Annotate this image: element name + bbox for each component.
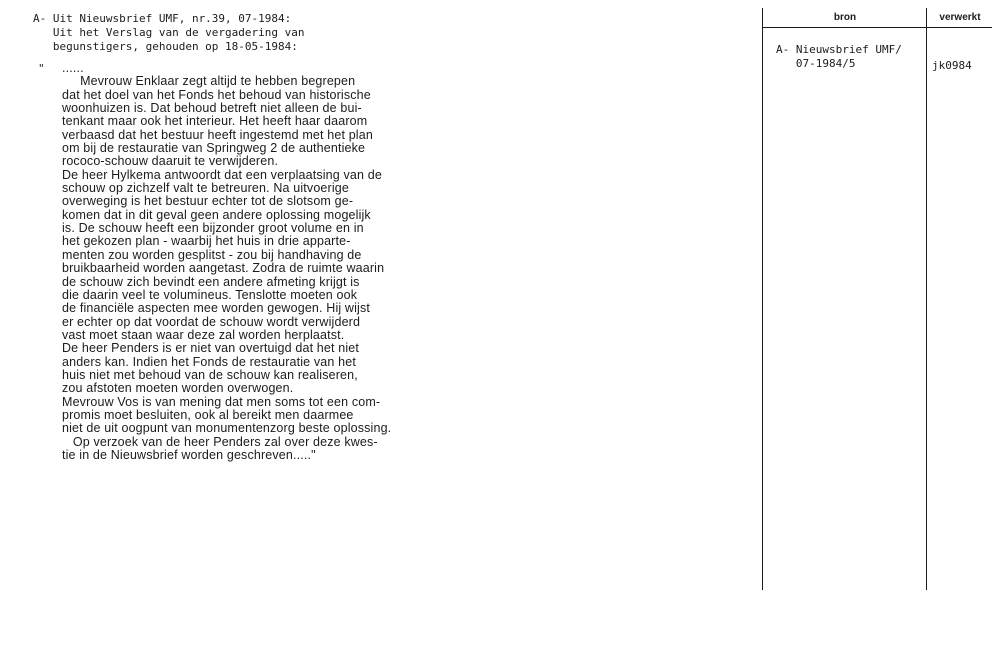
text-line: overweging is het bestuur echter tot de slotsom ge- bbox=[62, 194, 354, 209]
text-line: ...... bbox=[62, 61, 84, 75]
verwerkt-entry: jk0984 bbox=[932, 59, 972, 72]
text-line: schouw op zichzelf valt te betreuren. Na uitvoerige bbox=[62, 181, 349, 196]
text-line: promis moet besluiten, ook al bereikt men daarmee bbox=[62, 407, 354, 422]
text-line: rococo-schouw daaruit te verwijderen. bbox=[62, 154, 279, 169]
text-line: niet de uit oogpunt van monumentenzorg beste oplossing. bbox=[62, 421, 392, 436]
text-line: er echter op dat voordat de schouw wordt verwijderd bbox=[62, 314, 361, 329]
text-line: de schouw zich bevindt een andere afmeting krijgt is bbox=[62, 274, 360, 289]
text-line: Mevrouw Vos is van mening dat men soms tot een com- bbox=[62, 394, 381, 409]
text-line: anders kan. Indien het Fonds de restauratie van het bbox=[62, 354, 356, 369]
text-line: verbaasd dat het bestuur heeft ingestemd met het plan bbox=[62, 127, 373, 142]
bron-entry-line: A- Nieuwsbrief UMF/ bbox=[776, 43, 902, 56]
bron-entry bbox=[776, 43, 902, 71]
text-line: tie in de Nieuwsbrief worden geschreven....." bbox=[62, 447, 316, 462]
text-line: De heer Hylkema antwoordt dat een verplaatsing van de bbox=[62, 167, 382, 182]
source-heading-line: begunstigers, gehouden op 18-05-1984: bbox=[33, 40, 298, 53]
text-line: menten zou worden gesplitst - zou bij handhaving de bbox=[62, 247, 362, 262]
column-header-rule bbox=[762, 27, 992, 28]
text-line: zou afstoten moeten worden overwogen. bbox=[62, 381, 294, 396]
text-line: dat het doel van het Fonds het behoud van historische bbox=[62, 87, 371, 102]
text-line: woonhuizen is. Dat behoud betreft niet alleen de bui- bbox=[62, 101, 362, 116]
text-line: de financiële aspecten mee worden gewogen. Hij wijst bbox=[62, 301, 370, 316]
column-divider-rule bbox=[926, 8, 927, 590]
verwerkt-column-header: verwerkt bbox=[939, 12, 981, 23]
text-line: vast moet staan waar deze zal worden herplaatst. bbox=[62, 327, 345, 342]
text-line: is. De schouw heeft een bijzonder groot volume en in bbox=[62, 221, 364, 236]
source-heading bbox=[33, 12, 353, 54]
text-line: bruikbaarheid worden aangetast. Zodra de ruimte waarin bbox=[62, 261, 385, 276]
text-line: komen dat in dit geval geen andere oplossing mogelijk bbox=[62, 207, 371, 222]
text-line: die daarin veel te volumineus. Tenslotte moeten ook bbox=[62, 287, 358, 302]
bron-column-header: bron bbox=[833, 12, 857, 23]
quoted-text bbox=[62, 62, 482, 462]
bron-column-left-rule bbox=[762, 8, 763, 590]
bron-entry-line: 07-1984/5 bbox=[776, 57, 856, 70]
text-line: huis niet met behoud van de schouw kan realiseren, bbox=[62, 367, 358, 382]
text-line: om bij de restauratie van Springweg 2 de authentieke bbox=[62, 141, 366, 156]
text-line: het gekozen plan - waarbij het huis in drie apparte- bbox=[62, 234, 351, 249]
source-heading-line: Uit het Verslag van de vergadering van bbox=[33, 26, 305, 39]
text-line: tenkant maar ook het interieur. Het heeft haar daarom bbox=[62, 114, 368, 129]
text-line: Mevrouw Enklaar zegt altijd te hebben begrepen bbox=[62, 74, 356, 89]
source-heading-line: A- Uit Nieuwsbrief UMF, nr.39, 07-1984: bbox=[33, 12, 292, 25]
opening-quote-mark: " bbox=[38, 62, 45, 75]
text-line: Op verzoek van de heer Penders zal over deze kwes- bbox=[62, 434, 378, 449]
text-line: De heer Penders is er niet van overtuigd dat het niet bbox=[62, 341, 360, 356]
